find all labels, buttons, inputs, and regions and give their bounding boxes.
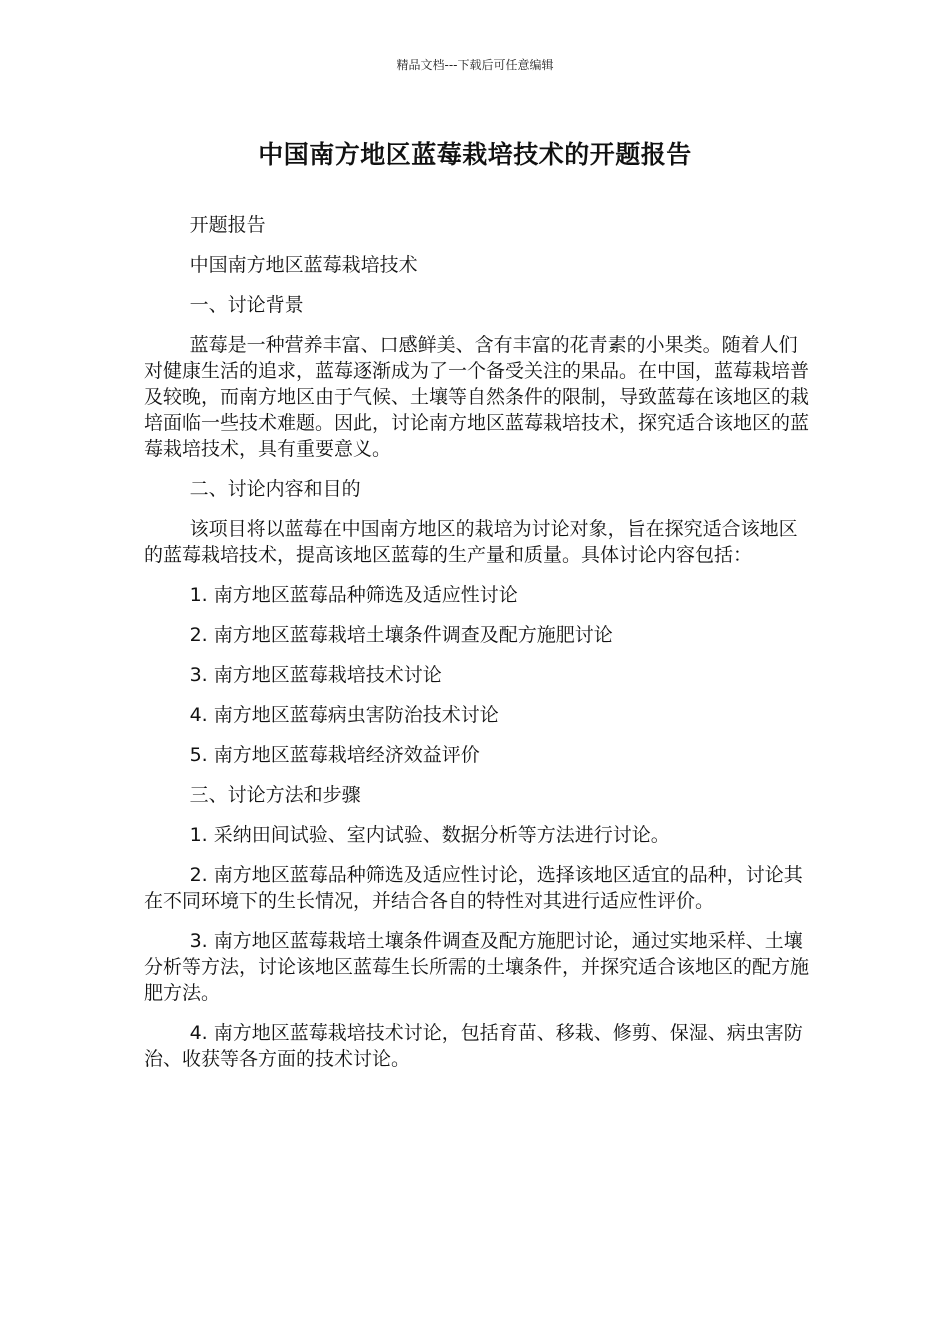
- list-item-content-2: 2. 南方地区蓝莓栽培土壤条件调查及配方施肥讨论: [189, 624, 613, 646]
- list-item-content-1: 1. 南方地区蓝莓品种筛选及适应性讨论: [189, 584, 518, 606]
- paragraph-background: 蓝莓是一种营养丰富、口感鲜美、含有丰富的花青素的小果类。随着人们对健康生活的追求，蓝莓逐渐成为了一个备受关注的果品。在中国，蓝莓栽培普及较晚，而南方地区由于气候、土壤等自然条件的限制，导致蓝莓在该地区的栽培面临一些技术难题。因此，讨论南方地区蓝莓栽培技术，探究适合该地区的蓝莓栽培技术，具有重要意义。: [144, 334, 810, 460]
- document-title: 中国南方地区蓝莓栽培技术的开题报告: [258, 140, 692, 169]
- paragraph-label: 开题报告: [189, 214, 266, 236]
- section-heading-content: 二、讨论内容和目的: [189, 478, 361, 500]
- section-heading-methods: 三、讨论方法和步骤: [189, 784, 361, 806]
- list-item-method-1: 1. 采纳田间试验、室内试验、数据分析等方法进行讨论。: [189, 824, 670, 846]
- page-header: 精品文档---下载后可任意编辑: [396, 58, 554, 72]
- list-item-method-2: 2. 南方地区蓝莓品种筛选及适应性讨论，选择该地区适宜的品种，讨论其在不同环境下的生长情况，并结合各自的特性对其进行适应性评价。: [144, 864, 803, 912]
- section-heading-background: 一、讨论背景: [189, 294, 304, 316]
- list-item-content-5: 5. 南方地区蓝莓栽培经济效益评价: [189, 744, 480, 766]
- paragraph-content: 该项目将以蓝莓在中国南方地区的栽培为讨论对象，旨在探究适合该地区的蓝莓栽培技术，提高该地区蓝莓的生产量和质量。具体讨论内容包括：: [144, 518, 798, 566]
- list-item-method-3: 3. 南方地区蓝莓栽培土壤条件调查及配方施肥讨论，通过实地采样、土壤分析等方法，讨论该地区蓝莓生长所需的土壤条件，并探究适合该地区的配方施肥方法。: [144, 930, 810, 1004]
- list-item-method-4: 4. 南方地区蓝莓栽培技术讨论，包括育苗、移栽、修剪、保湿、病虫害防治、收获等各方面的技术讨论。: [144, 1022, 803, 1070]
- document-body: [144, 212, 809, 1086]
- list-item-content-3: 3. 南方地区蓝莓栽培技术讨论: [189, 664, 442, 686]
- list-item-content-4: 4. 南方地区蓝莓病虫害防治技术讨论: [189, 704, 499, 726]
- paragraph-subject: 中国南方地区蓝莓栽培技术: [189, 254, 418, 276]
